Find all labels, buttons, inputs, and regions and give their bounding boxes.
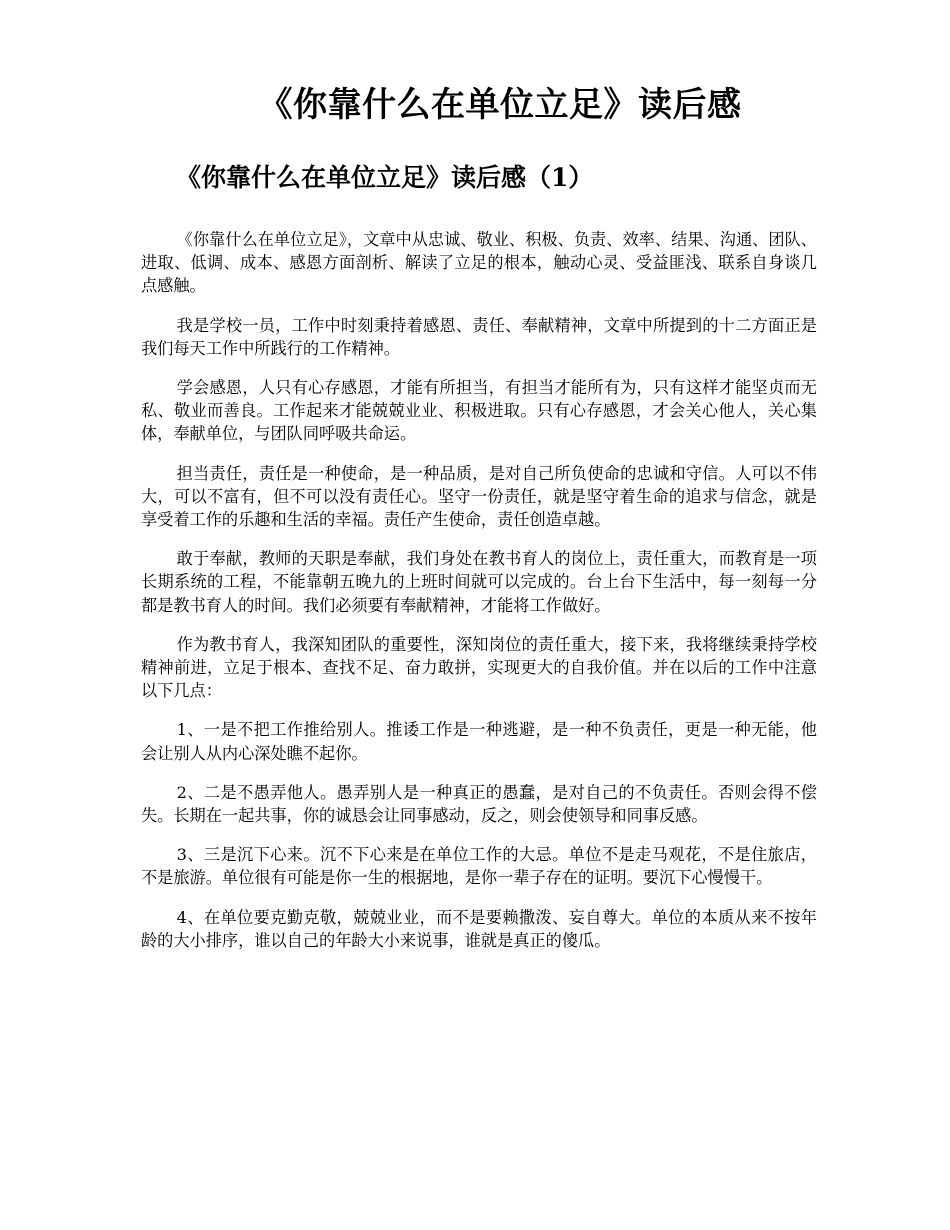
paragraph-point-4: 4、在单位要克勤克敬，兢兢业业，而不是要赖撒泼、妄自尊大。单位的本质从来不按年龄的大小排序，谁以自己的年龄大小来说事，谁就是真正的傻瓜。 (141, 907, 817, 950)
paragraph-teamwork: 作为教书育人，我深知团队的重要性，深知岗位的责任重大，接下来，我将继续秉持学校精神前进，立足于根本、查找不足、奋力敢拼，实现更大的自我价值。并在以后的工作中注意以下几点： (141, 634, 817, 701)
paragraph-dedication: 敢于奉献，教师的天职是奉献，我们身处在教书育人的岗位上，责任重大，而教育是一项长期系统的工程，不能靠朝五晚九的上班时间就可以完成的。台上台下生活中，每一刻每一分都是教书育人的时间。我们必须要有奉献精神，才能将工作做好。 (141, 549, 817, 615)
paragraph-point-3: 3、三是沉下心来。沉不下心来是在单位工作的大忌。单位不是走马观花，不是住旅店，不是旅游。单位很有可能是你一生的根据地，是你一辈子存在的证明。要沉下心慢慢干。 (141, 845, 817, 888)
paragraph-role: 我是学校一员，工作中时刻秉持着感恩、责任、奉献精神，文章中所提到的十二方面正是我们每天工作中所践行的工作精神。 (141, 315, 817, 358)
paragraph-responsibility: 担当责任，责任是一种使命，是一种品质，是对自己所负使命的忠诚和守信。人可以不伟大，可以不富有，但不可以没有责任心。坚守一份责任，就是坚守着生命的追求与信念，就是享受着工作的乐趣和生活的幸福。责任产生使命，责任创造卓越。 (141, 463, 817, 530)
paragraph-gratitude: 学会感恩，人只有心存感恩，才能有所担当，有担当才能所有为，只有这样才能坚贞而无私、敬业而善良。工作起来才能兢兢业业、积极进取。只有心存感恩，才会关心他人，关心集体，奉献单位，与团队同呼吸共命运。 (141, 378, 817, 444)
section-title: 《你靠什么在单位立足》读后感（1） (176, 163, 594, 192)
document-body (141, 228, 817, 968)
paragraph-point-2: 2、二是不愚弄他人。愚弄别人是一种真正的愚蠢，是对自己的不负责任。否则会得不偿失。长期在一起共事，你的诚恳会让同事感动，反之，则会使领导和同事反感。 (141, 782, 817, 826)
paragraph-point-1: 1、一是不把工作推给别人。推诿工作是一种逃避，是一种不负责任，更是一种无能，他会让别人从内心深处瞧不起你。 (141, 720, 817, 763)
document-title: 《你靠什么在单位立足》读后感 (258, 85, 742, 125)
paragraph-intro: 《你靠什么在单位立足》，文章中从忠诚、敬业、积极、负责、效率、结果、沟通、团队、进取、低调、成本、感恩方面剖析、解读了立足的根本，触动心灵、受益匪浅、联系自身谈几点感触。 (141, 230, 817, 296)
